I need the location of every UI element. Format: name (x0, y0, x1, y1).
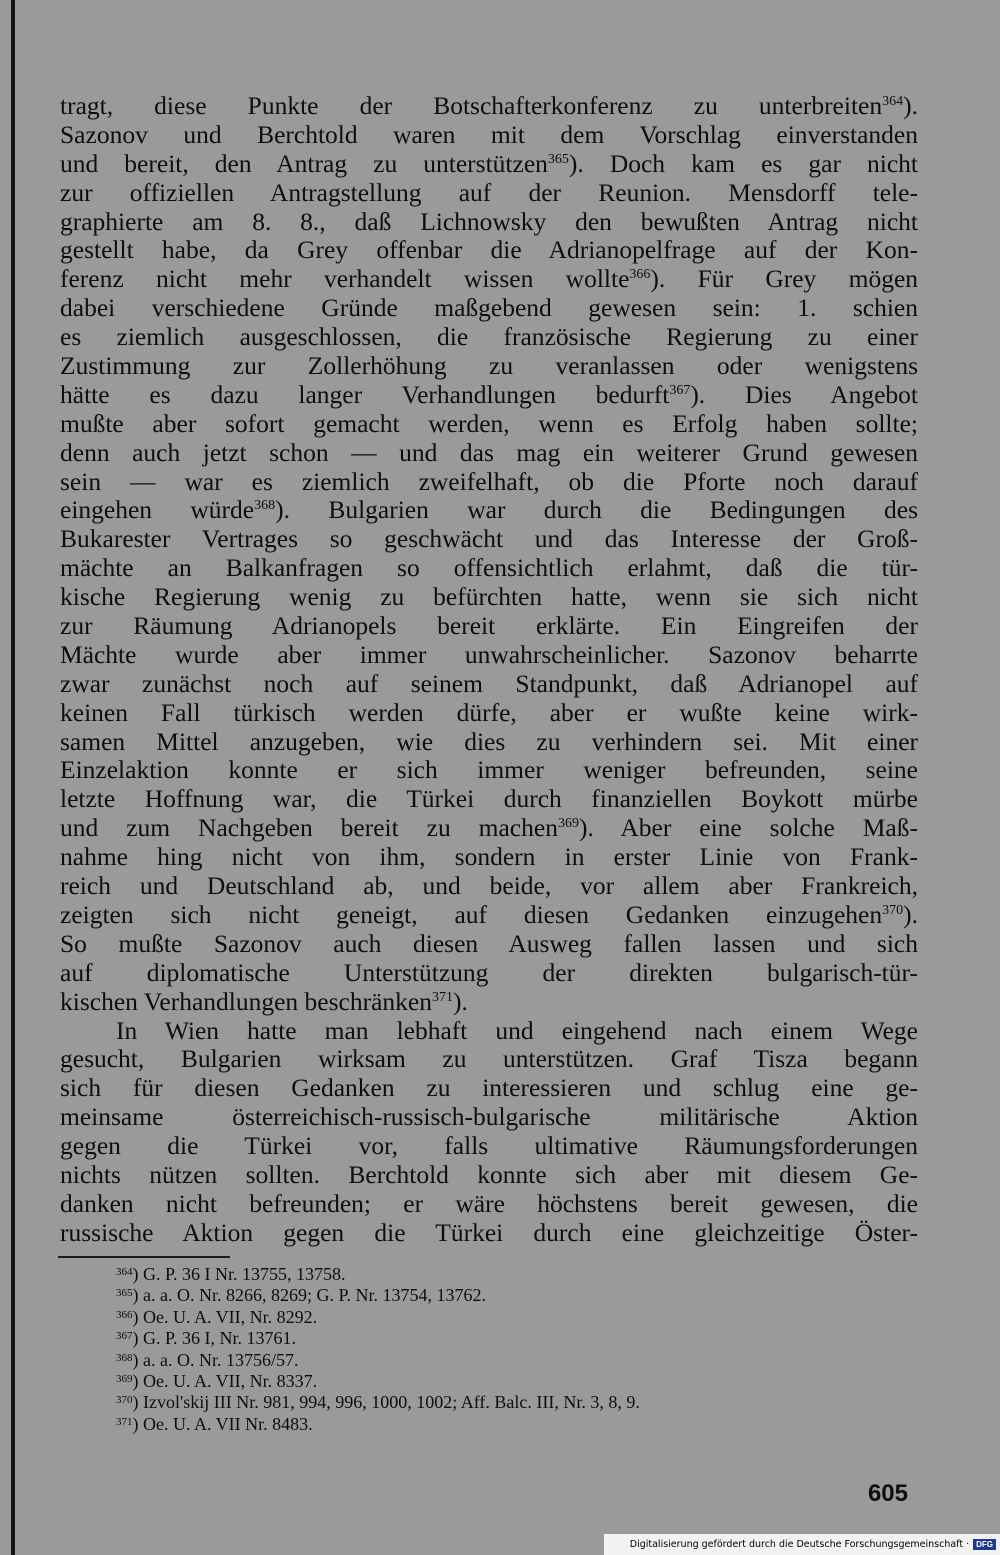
footnote-number: 368 (116, 1351, 133, 1364)
footnotes (116, 1264, 640, 1435)
footnote-text: Izvol'skij III Nr. 981, 994, 996, 1000, 1002; Aff. Balc. III, Nr. 3, 8, 9. (143, 1392, 640, 1413)
footnote (116, 1285, 640, 1306)
footnote-reference: 368 (254, 498, 276, 514)
line-text: gesucht, Bulgarien wirksam zu unterstützen. Graf Tisza begann (60, 1044, 918, 1074)
page-number: 605 (867, 1480, 908, 1507)
dfg-logo: DFG (973, 1539, 996, 1550)
footnote-reference: 365 (547, 151, 569, 167)
footnote-paren: ) (132, 1349, 143, 1370)
line-text: nichts nützen sollten. Berchtold konnte sich aber mit diesem Ge- (60, 1159, 918, 1189)
line-text: sein — war es ziemlich zweifelhaft, ob die Pforte noch darauf (60, 466, 918, 496)
line-text: danken nicht befreunden; er wäre höchstens bereit gewesen, die (60, 1188, 918, 1218)
line-text-after-reference: ). (903, 899, 918, 929)
text-line (60, 872, 918, 901)
text-line (60, 1045, 918, 1074)
text-line (60, 294, 918, 323)
text-line (60, 208, 918, 237)
line-text: Bukarester Vertrages so geschwächt und das Interesse der Groß- (60, 524, 918, 554)
line-text-after-reference: ). (453, 986, 468, 1016)
line-text: graphierte am 8. 8., daß Lichnowsky den bewußten Antrag nicht (60, 206, 918, 236)
line-text-after-reference: ). Doch kam es gar nicht (568, 148, 918, 178)
footnote-text: Oe. U. A. VII, Nr. 8292. (143, 1306, 318, 1327)
text-line (60, 323, 918, 352)
footnote-paren: ) (132, 1285, 143, 1306)
line-text: mußte aber sofort gemacht werden, wenn es Erfolg haben sollte; (60, 408, 918, 438)
text-line (60, 92, 918, 121)
footnote-paren: ) (132, 1392, 143, 1413)
digitization-credit (604, 1534, 1000, 1555)
footnote-reference: 367 (669, 382, 691, 398)
footnote-number: 370 (116, 1394, 133, 1407)
line-text: eingehen würde (60, 495, 255, 525)
line-text: zeigten sich nicht geneigt, auf diesen Gedanken einzugehen (60, 899, 883, 929)
footnote-paren: ) (132, 1413, 143, 1434)
line-text-after-reference: ). (903, 91, 918, 120)
footnote-reference: 371 (432, 989, 453, 1005)
line-text: und zum Nachgeben bereit zu machen (60, 813, 558, 843)
text-line (60, 468, 918, 497)
footnote-text: G. P. 36 I Nr. 13755, 13758. (143, 1264, 346, 1284)
footnote-number: 365 (116, 1287, 133, 1300)
line-text: denn auch jetzt schon — und das mag ein weiterer Grund gewesen (60, 437, 918, 467)
text-line (60, 959, 918, 988)
line-text: dabei verschiedene Gründe maßgebend gewesen sein: 1. schien (60, 293, 918, 323)
footnote-text: a. a. O. Nr. 8266, 8269; G. P. Nr. 13754, 13762. (143, 1285, 486, 1306)
line-text: kische Regierung wenig zu befürchten hatte, wenn sie sich nicht (60, 582, 918, 612)
text-line (60, 612, 918, 641)
footnote-text: a. a. O. Nr. 13756/57. (143, 1349, 299, 1370)
text-line (60, 988, 918, 1017)
line-text: mächte an Balkanfragen so offensichtlich erlahmt, daß die tür- (60, 553, 918, 583)
text-line (60, 381, 918, 410)
line-text: ferenz nicht mehr verhandelt wissen wollte (60, 264, 630, 294)
text-line (60, 1132, 918, 1161)
line-text: samen Mittel anzugeben, wie dies zu verhindern sei. Mit einer (60, 726, 918, 756)
text-line (60, 121, 918, 150)
line-text: Mächte wurde aber immer unwahrscheinlicher. Sazonov beharrte (60, 639, 918, 669)
text-line (60, 1074, 918, 1103)
line-text: zwar zunächst noch auf seinem Standpunkt, daß Adrianopel auf (60, 668, 918, 698)
footnote (116, 1264, 640, 1285)
footnote-number: 364 (116, 1266, 133, 1278)
footnote (116, 1328, 640, 1349)
footnote-separator (58, 1256, 230, 1258)
footnote-text: Oe. U. A. VII Nr. 8483. (143, 1413, 313, 1434)
line-text-after-reference: ). Für Grey mögen (650, 264, 919, 294)
footnote-number: 367 (116, 1330, 133, 1343)
text-line (60, 352, 918, 381)
footnote-number: 371 (116, 1415, 133, 1428)
line-text: nahme hing nicht von ihm, sondern in erster Linie von Frank- (60, 842, 918, 872)
text-line (60, 641, 918, 670)
text-line (60, 410, 918, 439)
line-text: auf diplomatische Unterstützung der direkten bulgarisch-tür- (60, 957, 918, 987)
text-line (60, 525, 918, 554)
text-line (60, 843, 918, 872)
footnote (116, 1414, 640, 1435)
text-line (60, 1190, 918, 1219)
text-line (60, 699, 918, 728)
line-text: Zustimmung zur Zollerhöhung zu veranlassen oder wenigstens (60, 351, 918, 381)
text-line (60, 756, 918, 785)
line-text-after-reference: ). Aber eine solche Maß- (578, 813, 918, 843)
line-text: reich und Deutschland ab, und beide, vor allem aber Frankreich, (60, 871, 918, 901)
text-line (60, 1017, 918, 1046)
text-line (60, 901, 918, 930)
line-text: meinsame österreichisch-russisch-bulgarische militärische Aktion (60, 1102, 918, 1132)
footnote-text: G. P. 36 I, Nr. 13761. (143, 1328, 297, 1349)
text-line (60, 496, 918, 525)
footnote (116, 1392, 640, 1413)
line-text: zur offiziellen Antragstellung auf der Reunion. Mensdorff tele- (60, 177, 918, 207)
footnote-paren: ) (132, 1306, 143, 1327)
text-line (60, 670, 918, 699)
footnote-paren: ) (132, 1370, 143, 1391)
footnote-reference: 369 (557, 816, 579, 832)
credit-text: Digitalisierung gefördert durch die Deutsche Forschungsgemeinschaft · (629, 1539, 970, 1550)
line-text: es ziemlich ausgeschlossen, die französische Regierung zu einer (60, 322, 918, 352)
text-line (60, 1161, 918, 1190)
line-text: tragt, diese Punkte der Botschafterkonferenz zu unterbreiten (60, 91, 883, 120)
footnote-reference: 364 (882, 94, 904, 109)
text-line (60, 814, 918, 843)
line-text-after-reference: ). Bulgarien war durch die Bedingungen des (275, 495, 918, 525)
text-line (60, 236, 918, 265)
line-text: und bereit, den Antrag zu unterstützen (60, 148, 548, 178)
footnote (116, 1350, 640, 1371)
footnote-paren: ) (132, 1264, 143, 1284)
line-text: hätte es dazu langer Verhandlungen bedurft (60, 379, 670, 409)
text-line (60, 1219, 918, 1248)
line-text: zur Räumung Adrianopels bereit erklärte. Ein Eingreifen der (60, 611, 918, 641)
text-line (60, 439, 918, 468)
line-text: gestellt habe, da Grey offenbar die Adrianopelfrage auf der Kon- (60, 235, 918, 265)
footnote (116, 1371, 640, 1392)
footnote-number: 366 (116, 1308, 133, 1321)
footnote-text: Oe. U. A. VII, Nr. 8337. (143, 1370, 318, 1391)
text-line (60, 583, 918, 612)
text-line (60, 554, 918, 583)
footnote-reference: 366 (629, 267, 651, 283)
text-line (60, 1103, 918, 1132)
line-text: In Wien hatte man lebhaft und eingehend nach einem Wege (116, 1015, 918, 1045)
text-line (60, 785, 918, 814)
line-text: Sazonov und Berchtold waren mit dem Vorschlag einverstanden (60, 119, 918, 149)
text-line (60, 179, 918, 208)
text-line (60, 150, 918, 179)
body-text (60, 92, 918, 1248)
footnote-reference: 370 (882, 902, 904, 918)
scan-edge-line (11, 0, 15, 1555)
text-line (60, 265, 918, 294)
line-text: kischen Verhandlungen beschränken (60, 986, 432, 1016)
line-text: Einzelaktion konnte er sich immer weniger befreunden, seine (60, 755, 918, 785)
line-text: sich für diesen Gedanken zu interessieren und schlug eine ge- (60, 1073, 918, 1103)
text-line (60, 930, 918, 959)
line-text-after-reference: ). Dies Angebot (690, 379, 918, 409)
text-line (60, 728, 918, 757)
footnote (116, 1307, 640, 1328)
footnote-number: 369 (116, 1372, 133, 1385)
line-text: gegen die Türkei vor, falls ultimative Räumungsforderungen (60, 1131, 918, 1161)
line-text: russische Aktion gegen die Türkei durch eine gleichzeitige Öster- (60, 1217, 918, 1247)
line-text: keinen Fall türkisch werden dürfe, aber er wußte keine wirk- (60, 697, 918, 727)
line-text: So mußte Sazonov auch diesen Ausweg fallen lassen und sich (60, 928, 918, 958)
footnote-paren: ) (132, 1328, 143, 1349)
line-text: letzte Hoffnung war, die Türkei durch finanziellen Boykott mürbe (60, 784, 918, 814)
